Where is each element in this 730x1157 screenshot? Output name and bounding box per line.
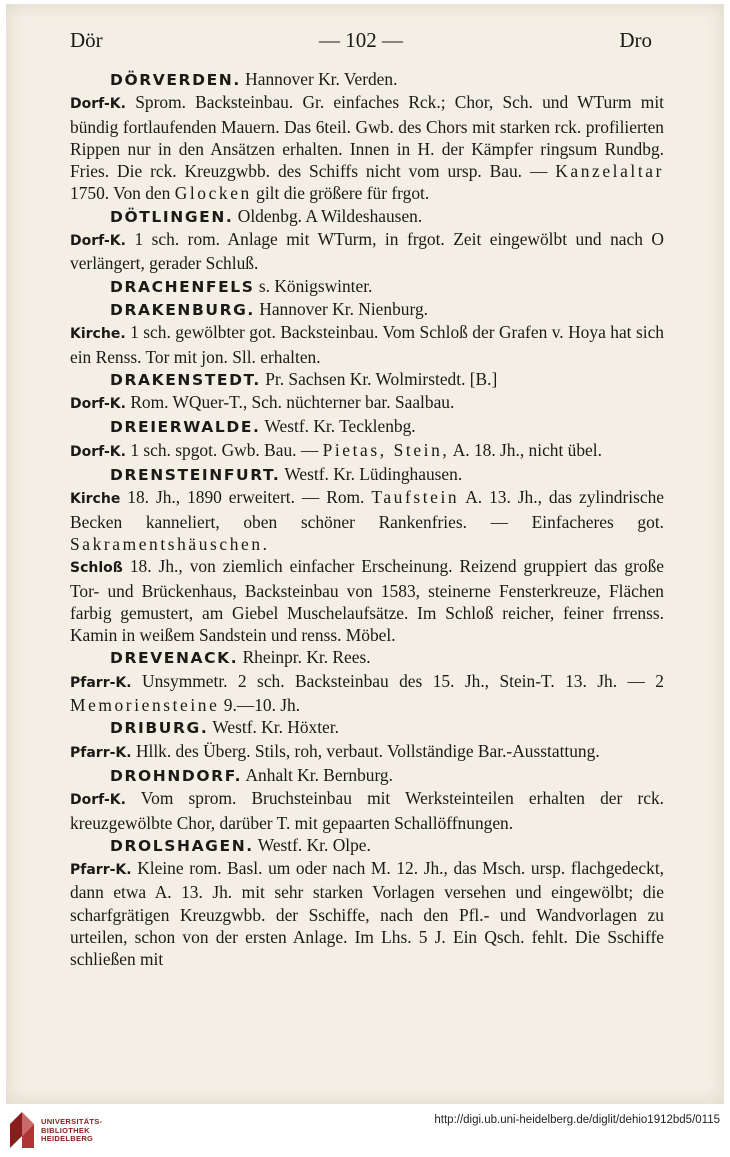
entry-text: Pfarr-K. Unsymmetr. 2 sch. Backsteinbau des 15. Jh., Stein-T. 13. Jh. — 2 Memoriensteine 9.—10. Jh. [70, 670, 664, 716]
entry-text: Dorf-K. 1 sch. rom. Anlage mit WTurm, in frgot. Zeit eingewölbt und nach O verlängert, gerader Schluß. [70, 229, 664, 274]
entry-text: Kirche 18. Jh., 1890 erweitert. — Rom. Taufstein A. 13. Jh., das zylindrische Becken kanneliert, oben schöner Rankenfries. — Einfacheres got. Sakramentshäuschen. [70, 487, 664, 554]
entry-heading: DREVENACK. Rheinpr. Kr. Rees. [110, 647, 371, 668]
source-url-link[interactable]: http://digi.ub.uni-heidelberg.de/diglit/dehio1912bd5/0115 [434, 1114, 720, 1126]
page-number: — 102 — [319, 28, 403, 52]
viewer-footer [0, 1104, 730, 1157]
library-logo-text: UNIVERSITÄTS- BIBLIOTHEK HEIDELBERG [41, 1117, 103, 1144]
page-body [70, 68, 664, 971]
entry-heading: DRIBURG. Westf. Kr. Höxter. [110, 717, 339, 738]
entry-heading: DRAKENBURG. Hannover Kr. Nienburg. [110, 298, 428, 319]
entry-heading: DROLSHAGEN. Westf. Kr. Olpe. [110, 834, 371, 855]
entry-text: Dorf-K. Sprom. Backsteinbau. Gr. einfaches Rck.; Chor, Sch. und WTurm mit bündig fortlaufenden Mauern. Das 6teil. Gwb. des Chors mit starken rck. profilierten Rippen nur in den Ansätzen erhalten. Innen in H. der Kämpfer ringsum Rundbg. Fries. Die rck. Kreuzgwbb. des Schiffs nicht vom ursp. Bau. — Kanzelaltar 1750. Von den Glocken gilt die größere für frgot. [70, 92, 664, 204]
entry-heading: DRAKENSTEDT. Pr. Sachsen Kr. Wolmirstedt. [B.] [110, 368, 498, 389]
entry-heading: DRACHENFELS s. Königswinter. [110, 275, 373, 296]
entry-heading: DÖTLINGEN. Oldenbg. A Wildeshausen. [110, 205, 423, 226]
library-logo[interactable] [8, 1110, 148, 1152]
entry-text: Dorf-K. 1 sch. spgot. Gwb. Bau. — Pietas, Stein, A. 18. Jh., nicht übel. [70, 439, 602, 460]
entry-heading: DROHNDORF. Anhalt Kr. Bernburg. [110, 764, 393, 785]
header-left: Dör [70, 28, 103, 52]
header-right: Dro [619, 28, 652, 52]
entry-text: Kirche. 1 sch. gewölbter got. Backsteinbau. Vom Schloß der Grafen v. Hoya hat sich ein Renss. Tor mit jon. Sll. erhalten. [70, 322, 664, 367]
entry-heading: DRENSTEINFURT. Westf. Kr. Lüdinghausen. [110, 464, 463, 485]
entry-heading: DREIERWALDE. Westf. Kr. Tecklenbg. [110, 416, 416, 437]
running-header [70, 28, 652, 58]
entry-heading: DÖRVERDEN. Hannover Kr. Verden. [110, 69, 398, 89]
entry-text: Pfarr-K. Kleine rom. Basl. um oder nach M. 12. Jh., das Msch. ursp. flachgedeckt, dann etwa A. 13. Jh. mit sehr starken Vorlagen versehen und eingewölbt; die scharfgrätigen Kreuzgwbb. der Sschiffe, nach den Pfl.- und Wandvorlagen zu urteilen, schon von der ersten Anlage. Im Lhs. 5 J. Ein Qsch. fehlt. Die Sschiffe schließen mit [70, 858, 664, 970]
library-logo-icon [8, 1110, 36, 1150]
entry-text: Schloß 18. Jh., von ziemlich einfacher Erscheinung. Reizend gruppiert das große Tor- und Brückenhaus, Backsteinbau von 1583, steinerne Fensterkreuze, Flächen farbig gemustert, am Giebel Muschelaufsätze. Im Schloß reicher, feiner frrenss. Kamin in weißem Sandstein und renss. Möbel. [70, 556, 664, 646]
entry-text: Dorf-K. Vom sprom. Bruchsteinbau mit Werksteinteilen erhalten der rck. kreuzgewölbte Chor, darüber T. mit gepaarten Schallöffnungen. [70, 788, 664, 833]
entry-text: Pfarr-K. Hllk. des Überg. Stils, roh, verbaut. Vollständige Bar.-Ausstattung. [70, 740, 600, 761]
book-page [6, 4, 724, 1104]
entry-text: Dorf-K. Rom. WQuer-T., Sch. nüchterner bar. Saalbau. [70, 392, 455, 413]
